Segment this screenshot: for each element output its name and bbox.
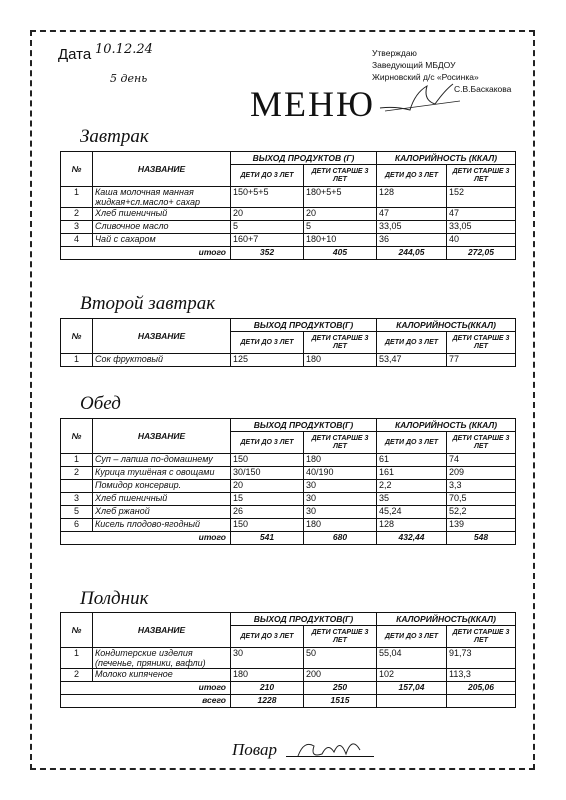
row-over3: 200: [304, 669, 377, 682]
col-no: №: [61, 319, 93, 354]
row-cal-over3: 70,5: [447, 493, 516, 506]
grand-total-label: всего: [61, 695, 231, 708]
row-cal-over3: 209: [447, 467, 516, 480]
table-row: [61, 467, 516, 480]
lunch-table: [60, 418, 516, 545]
total-cal-under3: 157,04: [377, 682, 447, 695]
col-output: ВЫХОД ПРОДУКТОВ(Г): [231, 419, 377, 432]
row-name: Молоко кипяченое: [93, 669, 231, 682]
row-over3: 30: [304, 493, 377, 506]
total-cal-over3: 548: [447, 532, 516, 545]
row-cal-over3: 113,3: [447, 669, 516, 682]
snack-table: [60, 612, 516, 708]
page-title: МЕНЮ: [250, 84, 375, 124]
row-under3: 5: [231, 221, 304, 234]
day-label: 5 день: [110, 72, 148, 85]
row-under3: 20: [231, 480, 304, 493]
row-no: 2: [61, 208, 93, 221]
col-over3-cal: ДЕТИ СТАРШЕ 3 ЛЕТ: [447, 165, 516, 187]
col-under3: ДЕТИ ДО 3 ЛЕТ: [231, 626, 304, 648]
row-name: Хлеб пшеничный: [93, 208, 231, 221]
table-row: [61, 187, 516, 208]
total-row: [61, 247, 516, 260]
section-title-second-breakfast: Второй завтрак: [80, 293, 216, 314]
row-under3: 26: [231, 506, 304, 519]
grand-total-under3: 1228: [231, 695, 304, 708]
row-over3: 180: [304, 454, 377, 467]
col-under3-cal: ДЕТИ ДО 3 ЛЕТ: [377, 432, 447, 454]
row-name: Сок фруктовый: [93, 354, 231, 367]
date-label: Дата: [58, 46, 92, 63]
row-no: 3: [61, 221, 93, 234]
total-row: [61, 682, 516, 695]
col-calories: КАЛОРИЙНОСТЬ (ККАЛ): [377, 419, 516, 432]
row-cal-under3: 55,04: [377, 648, 447, 669]
row-no: 2: [61, 467, 93, 480]
row-cal-over3: 77: [447, 354, 516, 367]
col-over3: ДЕТИ СТАРШЕ 3 ЛЕТ: [304, 332, 377, 354]
table-row: [61, 506, 516, 519]
col-no: №: [61, 152, 93, 187]
table-row: [61, 234, 516, 247]
grand-total-empty: [377, 695, 447, 708]
row-under3: 15: [231, 493, 304, 506]
total-over3: 405: [304, 247, 377, 260]
row-cal-under3: 35: [377, 493, 447, 506]
row-over3: 50: [304, 648, 377, 669]
row-name: Помидор консервир.: [93, 480, 231, 493]
row-cal-under3: 128: [377, 519, 447, 532]
col-over3: ДЕТИ СТАРШЕ 3 ЛЕТ: [304, 626, 377, 648]
row-cal-over3: 74: [447, 454, 516, 467]
col-over3-cal: ДЕТИ СТАРШЕ 3 ЛЕТ: [447, 332, 516, 354]
total-row: [61, 532, 516, 545]
section-title-lunch: Обед: [80, 393, 121, 414]
breakfast-table: [60, 151, 516, 260]
table-row: [61, 669, 516, 682]
row-cal-over3: 47: [447, 208, 516, 221]
row-cal-over3: 139: [447, 519, 516, 532]
row-under3: 150: [231, 519, 304, 532]
approval-line: Жирновский д/с «Росинка»: [372, 72, 479, 82]
row-over3: 180+10: [304, 234, 377, 247]
table-row: [61, 519, 516, 532]
table-row: [61, 221, 516, 234]
cook-label: Повар: [232, 740, 278, 759]
col-calories: КАЛОРИЙНОСТЬ (ККАЛ): [377, 152, 516, 165]
total-label: итого: [61, 532, 231, 545]
second-breakfast-table: [60, 318, 516, 367]
col-name: НАЗВАНИЕ: [93, 419, 231, 454]
row-name: Каша молочная манная жидкая+сл.масло+ сахар: [93, 187, 231, 208]
col-name: НАЗВАНИЕ: [93, 319, 231, 354]
row-name: Суп – лапша по-домашнему: [93, 454, 231, 467]
col-output: ВЫХОД ПРОДУКТОВ (Г): [231, 152, 377, 165]
row-no: 1: [61, 187, 93, 208]
row-no: 5: [61, 506, 93, 519]
row-name: Хлеб ржаной: [93, 506, 231, 519]
row-no: 1: [61, 648, 93, 669]
row-name: Курица тушёная с овощами: [93, 467, 231, 480]
total-over3: 250: [304, 682, 377, 695]
approval-line: Утверждаю: [372, 48, 417, 58]
row-cal-over3: 40: [447, 234, 516, 247]
row-cal-under3: 47: [377, 208, 447, 221]
row-no: 2: [61, 669, 93, 682]
row-name: Хлеб пшеничный: [93, 493, 231, 506]
row-under3: 30/150: [231, 467, 304, 480]
row-name: Сливочное масло: [93, 221, 231, 234]
col-output: ВЫХОД ПРОДУКТОВ(Г): [231, 613, 377, 626]
row-cal-over3: 33,05: [447, 221, 516, 234]
row-under3: 20: [231, 208, 304, 221]
col-calories: КАЛОРИЙНОСТЬ(ККАЛ): [377, 319, 516, 332]
row-cal-under3: 128: [377, 187, 447, 208]
table-row: [61, 480, 516, 493]
col-calories: КАЛОРИЙНОСТЬ(ККАЛ): [377, 613, 516, 626]
total-label: итого: [61, 682, 231, 695]
row-over3: 30: [304, 480, 377, 493]
col-name: НАЗВАНИЕ: [93, 613, 231, 648]
col-no: №: [61, 613, 93, 648]
table-row: [61, 493, 516, 506]
row-name: Чай с сахаром: [93, 234, 231, 247]
row-cal-under3: 45,24: [377, 506, 447, 519]
row-over3: 40/190: [304, 467, 377, 480]
row-under3: 180: [231, 669, 304, 682]
table-row: [61, 354, 516, 367]
section-title-snack: Полдник: [80, 588, 149, 609]
col-over3-cal: ДЕТИ СТАРШЕ 3 ЛЕТ: [447, 432, 516, 454]
row-name: Кондитерские изделия (печенье, пряники, вафли): [93, 648, 231, 669]
table-row: [61, 648, 516, 669]
total-cal-over3: 272,05: [447, 247, 516, 260]
col-under3-cal: ДЕТИ ДО 3 ЛЕТ: [377, 332, 447, 354]
row-over3: 180: [304, 354, 377, 367]
col-under3-cal: ДЕТИ ДО 3 ЛЕТ: [377, 626, 447, 648]
row-cal-over3: 52,2: [447, 506, 516, 519]
col-no: №: [61, 419, 93, 454]
total-label: итого: [61, 247, 231, 260]
row-cal-under3: 53,47: [377, 354, 447, 367]
col-over3: ДЕТИ СТАРШЕ 3 ЛЕТ: [304, 432, 377, 454]
row-cal-over3: 3,3: [447, 480, 516, 493]
col-under3: ДЕТИ ДО 3 ЛЕТ: [231, 165, 304, 187]
row-under3: 150: [231, 454, 304, 467]
row-no: 1: [61, 354, 93, 367]
total-under3: 352: [231, 247, 304, 260]
row-under3: 160+7: [231, 234, 304, 247]
row-no: 4: [61, 234, 93, 247]
row-under3: 125: [231, 354, 304, 367]
col-over3: ДЕТИ СТАРШЕ 3 ЛЕТ: [304, 165, 377, 187]
col-under3: ДЕТИ ДО 3 ЛЕТ: [231, 432, 304, 454]
row-over3: 180+5+5: [304, 187, 377, 208]
row-cal-under3: 36: [377, 234, 447, 247]
total-cal-over3: 205,06: [447, 682, 516, 695]
col-name: НАЗВАНИЕ: [93, 152, 231, 187]
row-over3: 5: [304, 221, 377, 234]
grand-total-over3: 1515: [304, 695, 377, 708]
row-under3: 30: [231, 648, 304, 669]
col-under3: ДЕТИ ДО 3 ЛЕТ: [231, 332, 304, 354]
approval-line: Заведующий МБДОУ: [372, 60, 456, 70]
row-no: 1: [61, 454, 93, 467]
row-cal-over3: 91,73: [447, 648, 516, 669]
row-over3: 30: [304, 506, 377, 519]
total-over3: 680: [304, 532, 377, 545]
row-cal-under3: 2,2: [377, 480, 447, 493]
row-over3: 180: [304, 519, 377, 532]
total-cal-under3: 432,44: [377, 532, 447, 545]
col-under3-cal: ДЕТИ ДО 3 ЛЕТ: [377, 165, 447, 187]
total-cal-under3: 244,05: [377, 247, 447, 260]
table-row: [61, 208, 516, 221]
row-cal-under3: 102: [377, 669, 447, 682]
row-no: [61, 480, 93, 493]
col-output: ВЫХОД ПРОДУКТОВ(Г): [231, 319, 377, 332]
row-under3: 150+5+5: [231, 187, 304, 208]
grand-total-empty: [447, 695, 516, 708]
row-cal-over3: 152: [447, 187, 516, 208]
row-cal-under3: 33,05: [377, 221, 447, 234]
row-cal-under3: 161: [377, 467, 447, 480]
grand-total-row: [61, 695, 516, 708]
cook-signature: [290, 732, 370, 766]
date-value: 10.12.24: [95, 42, 153, 57]
total-under3: 541: [231, 532, 304, 545]
table-row: [61, 454, 516, 467]
row-name: Кисель плодово-ягодный: [93, 519, 231, 532]
section-title-breakfast: Завтрак: [80, 126, 149, 147]
total-under3: 210: [231, 682, 304, 695]
row-cal-under3: 61: [377, 454, 447, 467]
director-signature: [375, 78, 465, 118]
row-over3: 20: [304, 208, 377, 221]
approval-line: С.В.Баскакова: [454, 84, 512, 94]
col-over3-cal: ДЕТИ СТАРШЕ 3 ЛЕТ: [447, 626, 516, 648]
row-no: 6: [61, 519, 93, 532]
row-no: 3: [61, 493, 93, 506]
